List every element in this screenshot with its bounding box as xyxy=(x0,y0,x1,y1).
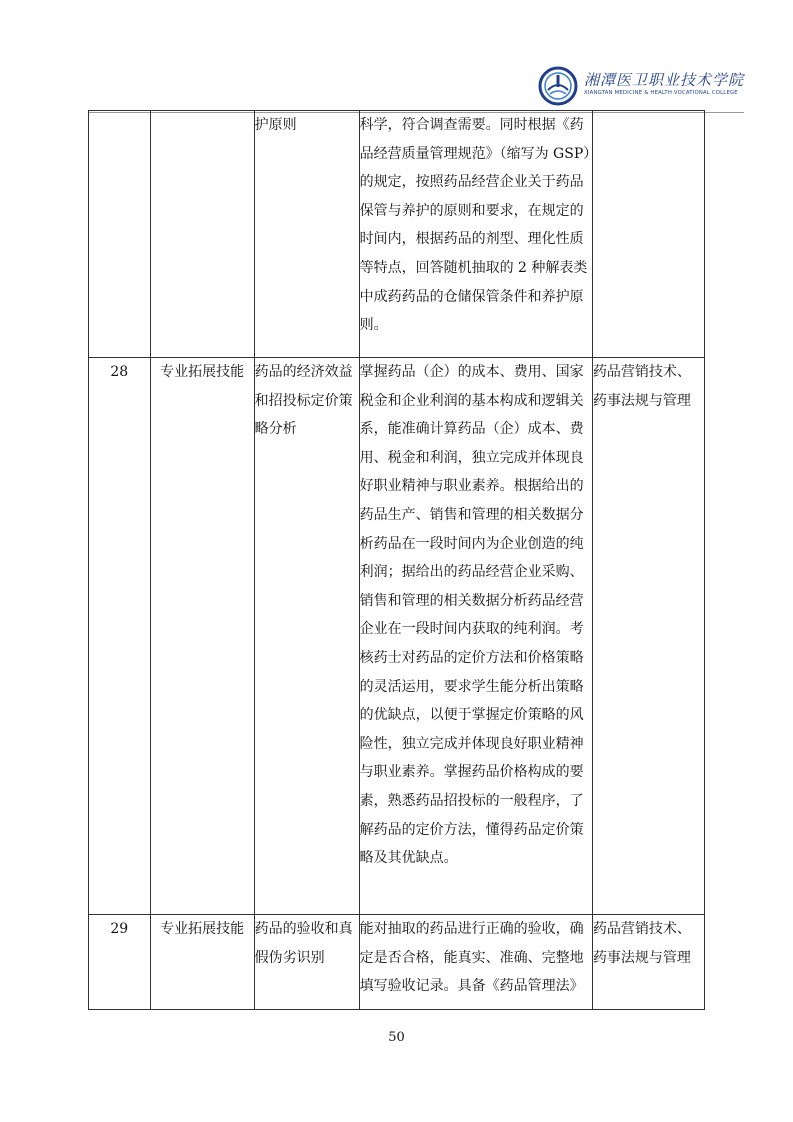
row-number xyxy=(89,111,151,358)
skills-table xyxy=(88,110,705,1010)
skill-description: 掌握药品（企）的成本、费用、国家税金和企业利润的基本构成和逻辑关系，能准确计算药品（企）成本、费用、税金和利润，独立完成并体现良好职业精神与职业素养。根据给出的药品生产、销售和管理的相关数据分析药品在一段时间内为企业创造的纯利润；据给出的药品经营企业采购、销售和管理的相关数据分析药品经营企业在一段时间内获取的纯利润。考核药士对药品的定价方法和价格策略的灵活运用，要求学生能分析出策略的优缺点，以便于掌握定价策略的风险性，独立完成并体现良好职业精神与职业素养。掌握药品价格构成的要素，熟悉药品招投标的一般程序，了解药品的定价方法，懂得药品定价策略及其优缺点。 xyxy=(359,358,592,915)
skill-description: 科学，符合调查需要。同时根据《药品经营质量管理规范》（缩写为 GSP）的规定，按照药品经营企业关于药品保管与养护的原则和要求，在规定的时间内，根据药品的剂型、理化性质等特点，回答随机抽取的 2 种解表类中成药药品的仓储保管条件和养护原则。 xyxy=(359,111,592,358)
college-logo xyxy=(538,66,743,108)
skill-type: 专业拓展技能 xyxy=(150,915,254,1010)
skill-item: 药品的验收和真假伪劣识别 xyxy=(254,915,359,1010)
table-row xyxy=(89,111,705,358)
skill-description: 能对抽取的药品进行正确的验收，确定是否合格，能真实、准确、完整地填写验收记录。具备《药品管理法》 xyxy=(359,915,592,1010)
related-course: 药品营销技术、药事法规与管理 xyxy=(592,358,704,915)
skill-item: 护原则 xyxy=(254,111,359,358)
row-number: 28 xyxy=(89,358,151,915)
row-number: 29 xyxy=(89,915,151,1010)
college-name-en: XIANGTAN MEDICINE & HEALTH VOCATIONAL COLLEGE xyxy=(584,90,738,96)
page-number: 50 xyxy=(388,1030,405,1045)
related-course xyxy=(592,111,704,358)
table-row xyxy=(89,915,705,1010)
skill-type: 专业拓展技能 xyxy=(150,358,254,915)
related-course: 药品营销技术、药事法规与管理 xyxy=(592,915,704,1010)
college-name: 湘潭医卫职业技术学院 xyxy=(584,71,745,89)
college-emblem-icon xyxy=(538,66,578,106)
skill-item: 药品的经济效益和招投标定价策略分析 xyxy=(254,358,359,915)
skill-type xyxy=(150,111,254,358)
table-row xyxy=(89,358,705,915)
